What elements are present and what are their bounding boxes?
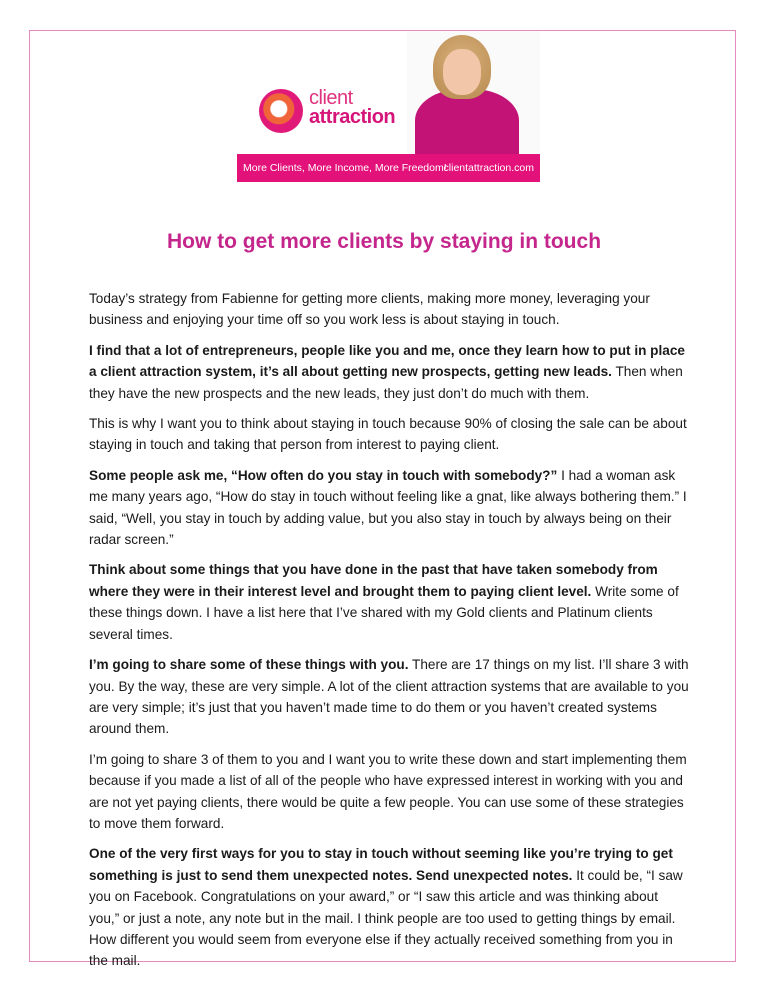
logo-line2: attraction (309, 106, 396, 128)
paragraph-7: I’m going to share 3 of them to you and I want you to write these down and start implementing them because if you made a list of all of the people who have expressed interest in working with you and are not yet paying clients, there would be quite a few people. You can use some of these strategies to move them forward. (89, 751, 687, 831)
paragraph-4-rest: I had a woman ask me many years ago, “How do stay in touch without feeling like a gnat, like always bothering them.” I said, “Well, you stay in touch by adding value, but you also stay in touch by always being on their radar screen.” (89, 467, 687, 548)
paragraph-2-bold: I find that a lot of entrepreneurs, people like you and me, once they learn how to put in place a client attraction system, it’s all about getting new prospects, getting new leads. (89, 342, 685, 380)
article-body (89, 288, 689, 981)
author-photo (407, 31, 540, 154)
paragraph-2-rest: Then when they have the new prospects and the new leads, they just don’t do much with them. (89, 364, 683, 401)
tagline-bar (237, 154, 540, 182)
logo-circle-icon (259, 89, 303, 133)
paragraph-6-bold: I’m going to share some of these things with you. (89, 657, 409, 673)
paragraph-6 (89, 654, 689, 740)
paragraph-5-bold: Think about some things that you have done in the past that have taken somebody from where they were in their interest level and brought them to paying client level. (89, 562, 658, 599)
paragraph-3: This is why I want you to think about staying in touch because 90% of closing the sale can be about staying in touch and taking that person from interest to paying client. (89, 416, 687, 453)
paragraph-4-bold: Some people ask me, “How often do you stay in touch with somebody?” (89, 467, 558, 483)
photo-body (415, 89, 519, 159)
header-banner (237, 31, 540, 182)
paragraph-8-bold: One of the very first ways for you to stay in touch without seeming like you’re trying to get something is just to send them unexpected notes. Send unexpected notes. (89, 846, 673, 883)
website-text: clientattraction.com (443, 162, 534, 174)
paragraph-8-rest: It could be, “I saw you on Facebook. Congratulations on your award,” or “I saw this article and was thinking about you,” or just a note, any note but in the mail. I think people are too used to getting things by email. How different you would seem from everyone else if they actually received something from you in the mail. (89, 867, 683, 969)
paragraph-5 (89, 559, 689, 645)
paragraph-5-rest: Write some of these things down. I have a list here that I’ve shared with my Gold clients and Platinum clients several times. (89, 583, 679, 642)
photo-face (443, 49, 481, 95)
paragraph-8 (89, 843, 689, 971)
logo-line1: client (309, 87, 353, 109)
paragraph-2 (89, 340, 689, 404)
tagline: More Clients, More Income, More Freedom! (243, 162, 447, 174)
paragraph-1: Today’s strategy from Fabienne for getting more clients, making more money, leveraging your business and enjoying your time off so you work less is about staying in touch. (89, 291, 650, 328)
logo (309, 89, 395, 127)
paragraph-4 (89, 465, 689, 551)
paragraph-6-rest: There are 17 things on my list. I’ll share 3 with you. By the way, these are very simple. A lot of the client attraction systems that are available to you are very simple; it’s just that you haven’t made time to do them or you haven’t created systems around them. (89, 657, 689, 737)
article-title: How to get more clients by staying in touch (166, 230, 602, 253)
